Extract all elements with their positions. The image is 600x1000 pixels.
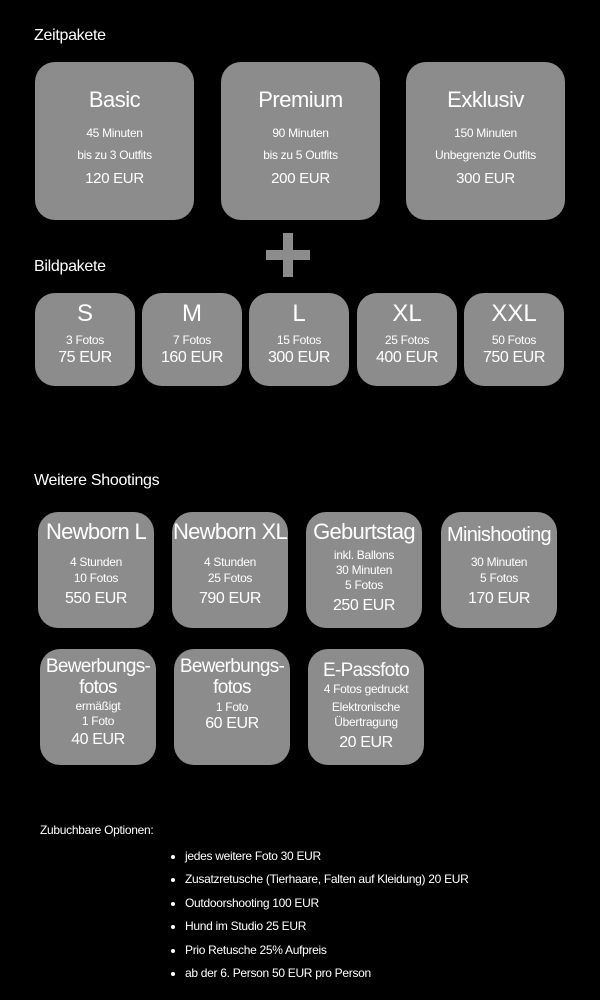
bildpaket-title: L (292, 300, 306, 327)
shooting-price: 790 EUR (198, 590, 262, 608)
shooting-title: Bewerbungs- (179, 656, 285, 677)
shooting-card-bewerbungsfotos-ermaessigt[interactable] (40, 649, 156, 765)
bildpaket-fotos: 3 Fotos (66, 333, 104, 348)
shooting-detail: Elektronische (331, 699, 401, 714)
bildpaket-price: 300 EUR (267, 349, 331, 367)
shooting-title: fotos (79, 676, 117, 698)
bildpaket-card-s[interactable] (35, 293, 135, 386)
bildpaket-price: 75 EUR (58, 349, 112, 367)
bildpaket-card-m[interactable] (142, 293, 242, 386)
heading-bildpakete: Bildpakete (34, 258, 106, 275)
shooting-card-newborn-xl[interactable] (172, 512, 288, 628)
shooting-card-geburtstag[interactable] (306, 512, 422, 628)
shooting-detail: 30 Minuten (470, 555, 528, 569)
zeitpaket-duration: 45 Minuten (86, 126, 143, 141)
shooting-price: 250 EUR (332, 597, 396, 615)
option-item: • Prio Retusche 25% Aufpreis (185, 939, 469, 962)
shooting-detail: 4 Stunden (69, 555, 122, 570)
zeitpaket-price: 300 EUR (456, 170, 515, 188)
option-item: • ab der 6. Person 50 EUR pro Person (185, 962, 469, 985)
bildpaket-fotos: 25 Fotos (384, 333, 430, 348)
bildpaket-price: 160 EUR (160, 349, 224, 367)
shooting-title: Newborn L (45, 519, 147, 544)
bildpaket-title: M (182, 300, 202, 327)
shooting-detail: 1 Foto (81, 713, 115, 728)
shooting-detail: 5 Fotos (480, 571, 518, 585)
shooting-card-minishooting[interactable] (441, 512, 557, 628)
bildpaket-card-xxl[interactable] (464, 293, 564, 386)
shooting-price: 60 EUR (205, 714, 259, 732)
shooting-card-newborn-l[interactable] (38, 512, 154, 628)
plus-icon-vertical (283, 233, 293, 277)
bildpaket-title: XXL (491, 300, 537, 327)
zeitpaket-title: Premium (258, 87, 343, 112)
shooting-detail: 1 Foto (215, 699, 249, 714)
options-label: Zubuchbare Optionen: (40, 823, 154, 837)
shooting-detail: 4 Fotos gedruckt (323, 681, 409, 696)
shooting-title: Geburtstag (313, 519, 415, 544)
option-item: • Zusatzretusche (Tierhaare, Falten auf Kleidung) 20 EUR (185, 868, 469, 891)
bildpaket-price: 400 EUR (375, 349, 439, 367)
zeitpaket-outfits: bis zu 3 Outfits (77, 148, 152, 163)
options-list (170, 845, 469, 985)
bildpaket-card-xl[interactable] (357, 293, 457, 386)
shooting-title: Bewerbungs- (45, 656, 151, 677)
zeitpaket-duration: 90 Minuten (272, 126, 329, 141)
shooting-card-bewerbungsfotos[interactable] (174, 649, 290, 765)
bildpaket-fotos: 7 Fotos (173, 333, 211, 348)
zeitpaket-duration: 150 Minuten (454, 126, 517, 141)
shooting-title: fotos (213, 676, 251, 698)
zeitpaket-price: 200 EUR (271, 170, 330, 188)
zeitpaket-outfits: bis zu 5 Outfits (263, 148, 338, 163)
shooting-detail: 10 Fotos (73, 571, 119, 586)
zeitpaket-title: Exklusiv (447, 87, 524, 112)
option-item: • Outdoorshooting 100 EUR (185, 892, 469, 915)
bildpaket-fotos: 15 Fotos (276, 333, 322, 348)
shooting-title: Minishooting (447, 524, 551, 546)
zeitpaket-title: Basic (88, 87, 141, 112)
shooting-price: 550 EUR (64, 590, 128, 608)
shooting-price: 170 EUR (467, 590, 531, 607)
shooting-detail: ermäßigt (75, 698, 121, 713)
bildpaket-fotos: 50 Fotos (491, 333, 537, 348)
shooting-detail: inkl. Ballons (333, 548, 395, 563)
option-item: • jedes weitere Foto 30 EUR (185, 845, 469, 868)
bildpaket-title: S (76, 300, 93, 327)
option-item: • Hund im Studio 25 EUR (185, 915, 469, 938)
shooting-title: Newborn XL (172, 519, 288, 544)
heading-zeitpakete: Zeitpakete (34, 27, 106, 44)
shooting-price: 20 EUR (339, 733, 393, 751)
bildpaket-title: XL (392, 300, 422, 327)
zeitpaket-price: 120 EUR (85, 170, 144, 188)
zeitpaket-card-premium[interactable] (221, 62, 380, 220)
heading-weitere-shootings: Weitere Shootings (34, 472, 160, 489)
bildpaket-card-l[interactable] (249, 293, 349, 386)
zeitpaket-card-exklusiv[interactable] (406, 62, 565, 220)
shooting-detail: 30 Minuten (335, 563, 393, 578)
zeitpaket-card-basic[interactable] (35, 62, 194, 220)
shooting-detail: 25 Fotos (207, 571, 253, 586)
shooting-card-e-passfoto[interactable] (308, 649, 424, 765)
shooting-detail: Übertragung (334, 714, 398, 729)
shooting-title: E-Passfoto (323, 660, 409, 681)
shooting-price: 40 EUR (71, 730, 125, 748)
shooting-detail: 4 Stunden (203, 555, 256, 570)
bildpaket-price: 750 EUR (482, 349, 546, 367)
shooting-detail: 5 Fotos (345, 578, 383, 593)
zeitpaket-outfits: Unbegrenzte Outfits (434, 148, 537, 163)
